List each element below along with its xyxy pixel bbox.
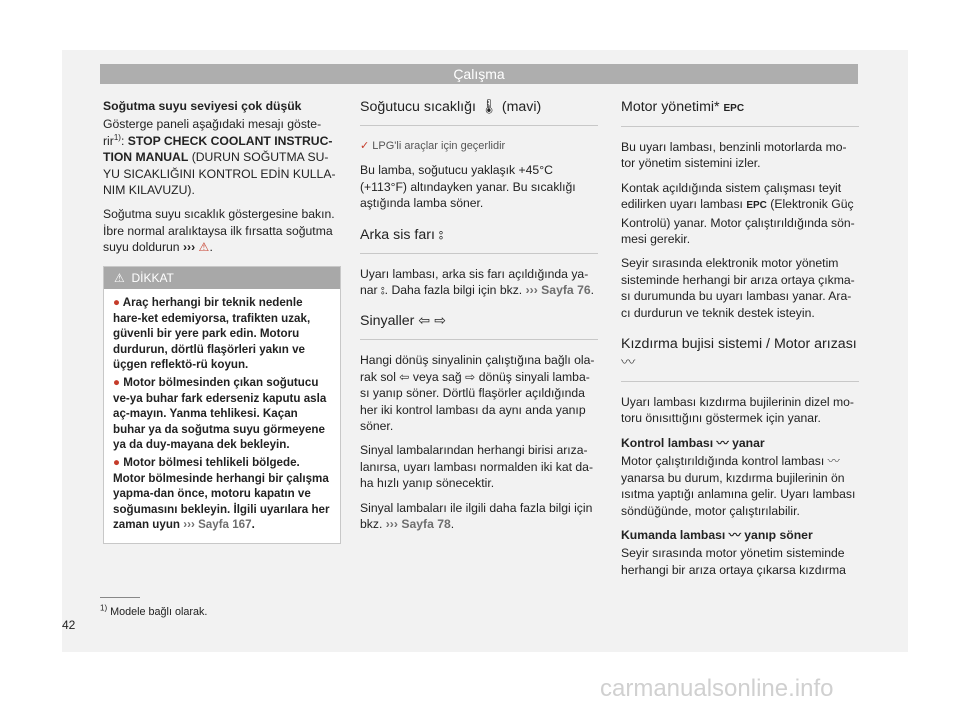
checkmark-icon: ✓ xyxy=(360,140,370,152)
turn-left-icon: ⇦ xyxy=(418,313,431,330)
watermark: carmanualsonline.info xyxy=(600,675,834,702)
rear-fog-heading: Arka sis farı ⦂ xyxy=(360,226,598,254)
coolant-temp-paragraph: Bu lamba, soğutucu yaklaşık +45°C (+113°F) altındayken yanar. Bu sıcaklığı aştığında lamba söner. xyxy=(360,163,576,211)
warning-triangle-icon: ⚠ xyxy=(198,240,210,255)
warning-item: ● Motor bölmesi tehlikeli bölgede. Motor bölmesinde herhangi bir çalışma yapma-dan önce, motoru kapatın ve soğumasını bekleyin. İlgili uyarılara her zaman uyun ››› Sayfa 167. xyxy=(113,456,330,532)
bullet-icon: ● xyxy=(113,376,124,390)
engine-management-heading: Motor yönetimi* EPC xyxy=(621,98,859,127)
warning-item: ● Araç herhangi bir teknik nedenle hare-ket edemiyorsa, trafikten uzak, güvenli bir yere park edin. Motoru durdurun, dörtlü flaşörleri yakın ve üçgen reflektö-rü koyun. xyxy=(113,296,311,372)
turn-signals-heading: Sinyaller ⇦ ⇨ xyxy=(360,312,598,340)
rear-fog-light-icon: ⦂ xyxy=(438,226,444,243)
glow-plug-p3: Seyir sırasında motor yönetim sisteminde herhangi bir arıza ortaya çıkarsa kızdırma xyxy=(621,546,846,577)
glow-plug-icon: 〰 xyxy=(827,454,840,469)
coolant-temp-heading: Soğutucu sıcaklığı 🌡︎ (mavi) xyxy=(360,98,598,126)
bullet-icon: ● xyxy=(113,456,124,469)
glow-plug-p2: Motor çalıştırıldığında kontrol lambası 〰 yanarsa bu durum, kızdırma bujilerinin ön ısıtma yaptığı anlamına gelir. Uyarı lambası söndüğünde, motor çalıştırılabilir. xyxy=(621,454,856,518)
footnote: $^{1)}$ Modele bağlı olarak. xyxy=(100,603,208,618)
glow-plug-icon: 〰 xyxy=(621,355,636,372)
turn-left-icon: ⇦ xyxy=(399,369,410,384)
epc-icon: EPC xyxy=(723,103,745,114)
glow-plug-icon: 〰 xyxy=(728,527,741,542)
page-number: 42 xyxy=(62,618,76,632)
rear-fog-light-icon: ⦂ xyxy=(381,283,385,298)
control-lamp-subheading: Kontrol lambası 〰 yanar xyxy=(621,435,765,450)
warning-box xyxy=(103,266,341,544)
reference-arrow[interactable]: ››› xyxy=(182,240,196,255)
glow-plug-heading: Kızdırma bujisi sistemi / Motor arızası 〰 xyxy=(621,335,859,382)
warning-triangle-icon: ⚠ xyxy=(114,270,125,285)
engine-management-p1: Bu uyarı lambası, benzinli motorlarda mo-tor yönetim sistemini izler. xyxy=(621,140,847,171)
warning-box-body xyxy=(104,289,340,543)
section-header: Çalışma xyxy=(100,64,858,84)
column-2 xyxy=(360,98,598,541)
page-reference-link[interactable]: Sayfa 76 xyxy=(541,283,591,298)
turn-signal-failure-paragraph: Sinyal lambalarından herhangi birisi arıza-lanırsa, uyarı lambası normalden iki kat da-ha hızlı yanıp sönecektir. xyxy=(360,443,594,491)
turn-signals-paragraph: Hangi dönüş sinyalinin çalıştığına bağlı ola-rak sol ⇦ veya sağ ⇨ dönüş sinyali lamba-sı yanıp söner. Dörtlü flaşörler açıldığında her iki kontrol lambası da aynı anda yanıp söner. xyxy=(360,353,595,434)
rear-fog-paragraph: Uyarı lambası, arka sis farı açıldığında ya-nar ⦂. Daha fazla bilgi için bkz. ››› Sayfa 76. xyxy=(360,266,595,298)
bullet-icon: ● xyxy=(113,296,123,310)
lpg-note: ✓ LPG'li araçlar için geçerlidir xyxy=(360,140,506,152)
turn-signal-more-info-paragraph: Sinyal lambaları ile ilgili daha fazla bilgi için bkz. ››› Sayfa 78. xyxy=(360,500,593,532)
glow-plug-p1: Uyarı lambası kızdırma bujilerinin dizel mo-toru önısıttığını göstermek için yanar. xyxy=(621,395,854,426)
epc-icon: EPC xyxy=(746,200,767,212)
turn-right-icon: ⇨ xyxy=(465,369,476,384)
page-reference-link[interactable]: Sayfa 78 xyxy=(401,517,451,532)
column-3 xyxy=(621,98,859,586)
engine-management-p3: Seyir sırasında elektronik motor yönetim sisteminde herhangi bir arıza ortaya çıkma-sı durumunda bu uyarı lambası yanar. Ara-cı durdurun ve teknik destek isteyin. xyxy=(621,256,855,320)
glow-plug-icon: 〰 xyxy=(716,435,729,450)
coolant-low-heading: Soğutma suyu seviyesi çok düşük xyxy=(103,99,302,113)
footnote-divider xyxy=(100,597,140,598)
engine-management-p2: Kontak açıldığında sistem çalışması teyit edilirken uyarı lambası EPC (Elektronik Güç Kontrolü) yanar. Motor çalıştırıldığında sön-mesi gerekir. xyxy=(621,180,855,247)
reference-arrow[interactable]: ››› xyxy=(385,517,398,532)
reference-arrow[interactable]: ››› xyxy=(525,283,538,298)
column-1 xyxy=(103,98,341,544)
turn-right-icon: ⇨ xyxy=(434,313,447,330)
warning-box-header: ⚠ DİKKAT xyxy=(104,267,340,289)
indicator-lamp-subheading: Kumanda lambası 〰 yanıp söner xyxy=(621,527,813,542)
coolant-gauge-paragraph: Soğutma suyu sıcaklık göstergesine bakın. İbre normal aralıktaysa ilk fırsatta soğutma suyu doldurun ››› ⚠. xyxy=(103,207,335,255)
page-reference-link[interactable]: Sayfa 167 xyxy=(198,518,252,532)
coolant-low-paragraph: Gösterge paneli aşağıdaki mesajı göste-rir$^{1)}$: STOP CHECK COOLANT INSTRUC-TION MANUAL (DURUN SOĞUTMA SU-YU SICAKLIĞINI KONTROL EDİN KULLA-NIM KILAVUZU). xyxy=(103,117,336,198)
warning-item: ● Motor bölmesinden çıkan soğutucu ve-ya buhar fark ederseniz kaputu asla aç-mayın. Yanma tehlikesi. Kaçan buhar ya da soğutma suyu görmeyene ya da duy-mayana dek bekleyin. xyxy=(113,376,327,452)
reference-arrow[interactable]: ››› xyxy=(183,518,195,532)
coolant-temperature-icon: 🌡︎ xyxy=(479,99,498,115)
